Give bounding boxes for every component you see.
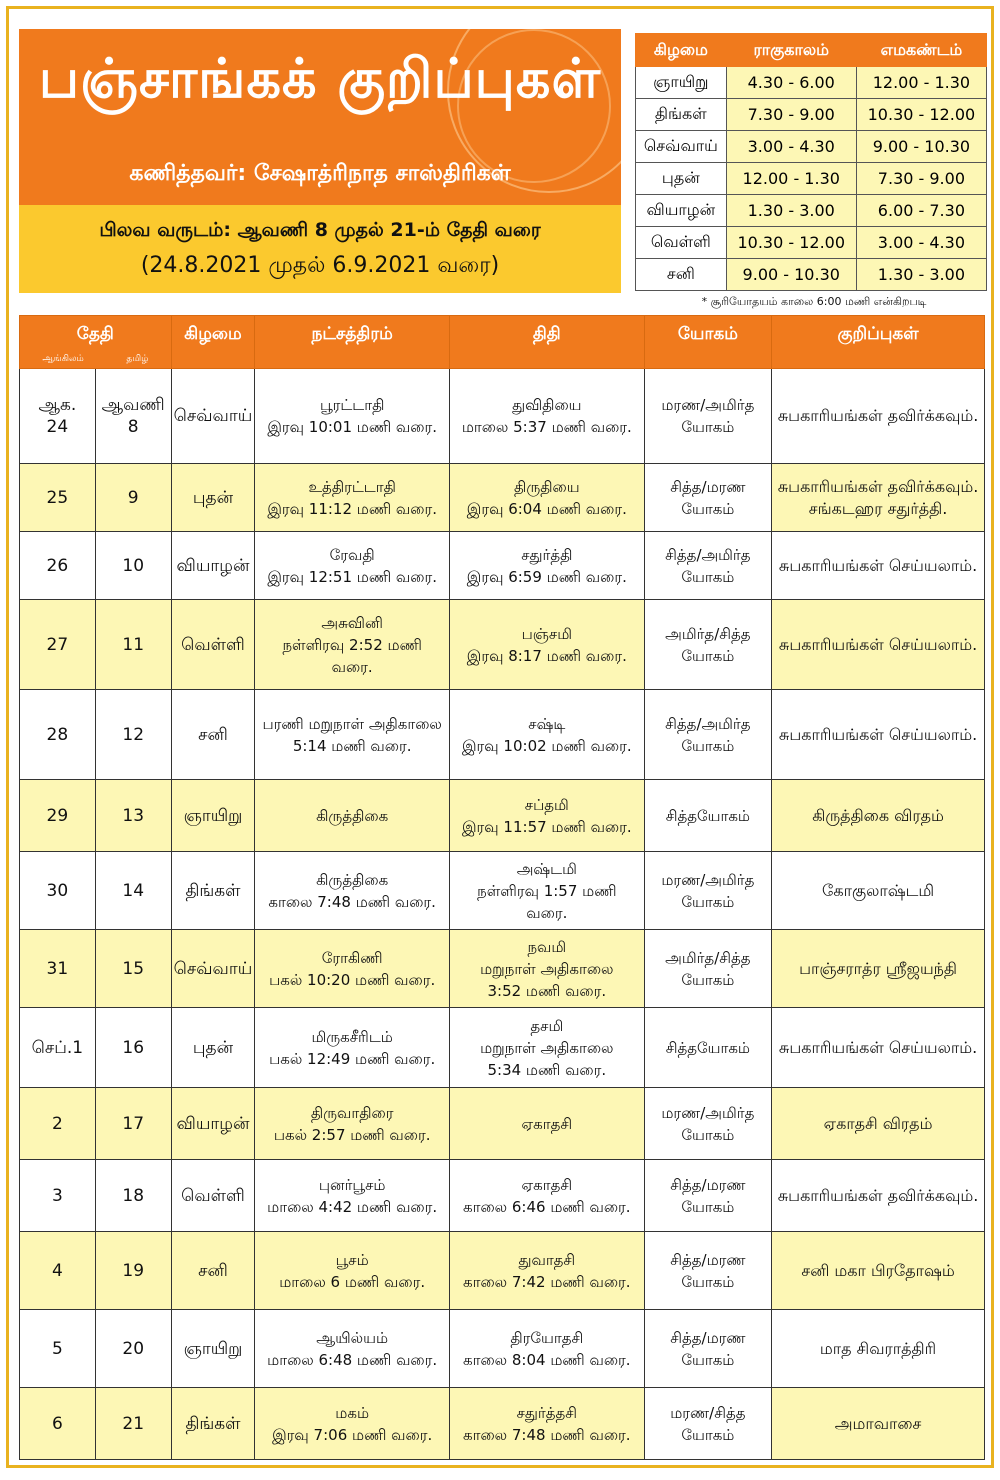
author-line: கணித்தவர்: சேஷாத்ரிநாத சாஸ்திரிகள்	[129, 161, 511, 186]
day-cell: திங்கள்	[171, 1388, 255, 1460]
date-ta-cell: 9	[95, 464, 171, 532]
date-ta-cell: 15	[95, 930, 171, 1008]
rahu-row	[636, 67, 987, 99]
yogam-cell: மரண/அமிர்த யோகம்	[644, 369, 772, 464]
day-cell: வியாழன்	[171, 1088, 255, 1160]
table-row	[20, 1008, 985, 1088]
rahu-time: 7.30 - 9.00	[726, 99, 856, 131]
header-thithi: திதி	[450, 316, 645, 369]
rahu-row	[636, 259, 987, 291]
date-ta-cell: 13	[95, 780, 171, 852]
header-date-label: தேதி	[76, 324, 114, 344]
day-cell: வெள்ளி	[171, 1160, 255, 1232]
date-en-cell: 2	[20, 1088, 96, 1160]
thithi-cell: சஷ்டி இரவு 10:02 மணி வரை.	[450, 690, 645, 780]
date-ta-cell: 12	[95, 690, 171, 780]
rahu-day: புதன்	[636, 163, 727, 195]
thithi-cell: தசமி மறுநாள் அதிகாலை 5:34 மணி வரை.	[450, 1008, 645, 1088]
rahu-day: வியாழன்	[636, 195, 727, 227]
star-cell: திருவாதிரை பகல் 2:57 மணி வரை.	[255, 1088, 450, 1160]
thithi-cell: சதுர்த்தி இரவு 6:59 மணி வரை.	[450, 532, 645, 600]
date-en-cell: 6	[20, 1388, 96, 1460]
rahu-time: 3.00 - 4.30	[726, 131, 856, 163]
date-ta-cell: 10	[95, 532, 171, 600]
panchangam-table	[19, 315, 985, 1460]
thithi-cell: பஞ்சமி இரவு 8:17 மணி வரை.	[450, 600, 645, 690]
yogam-cell: சித்த/மரண யோகம்	[644, 1232, 772, 1310]
note-cell: சுபகாரியங்கள் செய்யலாம்.	[772, 532, 985, 600]
title-banner	[19, 29, 621, 205]
table-row	[20, 690, 985, 780]
day-cell: ஞாயிறு	[171, 1310, 255, 1388]
date-en-cell: 27	[20, 600, 96, 690]
rahu-header-ema: எமகண்டம்	[856, 34, 986, 67]
thithi-cell: திருதியை இரவு 6:04 மணி வரை.	[450, 464, 645, 532]
day-cell: திங்கள்	[171, 852, 255, 930]
page	[6, 6, 994, 1468]
rahu-row	[636, 163, 987, 195]
day-cell: சனி	[171, 690, 255, 780]
rahu-day: ஞாயிறு	[636, 67, 727, 99]
star-cell: பூசம் மாலை 6 மணி வரை.	[255, 1232, 450, 1310]
note-cell: சுபகாரியங்கள் தவிர்க்கவும்.	[772, 369, 985, 464]
rahu-day: செவ்வாய்	[636, 131, 727, 163]
yogam-cell: சித்த/மரண யோகம்	[644, 1160, 772, 1232]
note-cell: சுபகாரியங்கள் செய்யலாம்.	[772, 600, 985, 690]
note-cell: அமாவாசை	[772, 1388, 985, 1460]
note-cell: சனி மகா பிரதோஷம்	[772, 1232, 985, 1310]
thithi-cell: சதுர்த்தசி காலை 7:48 மணி வரை.	[450, 1388, 645, 1460]
date-en-cell: 26	[20, 532, 96, 600]
note-cell: கிருத்திகை விரதம்	[772, 780, 985, 852]
note-cell: சுபகாரியங்கள் செய்யலாம்.	[772, 1008, 985, 1088]
date-en-cell: 4	[20, 1232, 96, 1310]
date-range: (24.8.2021 முதல் 6.9.2021 வரை)	[140, 253, 500, 278]
yogam-cell: சித்த/மரண யோகம்	[644, 464, 772, 532]
star-cell: கிருத்திகை காலை 7:48 மணி வரை.	[255, 852, 450, 930]
period-banner	[19, 205, 621, 293]
date-ta-cell: 18	[95, 1160, 171, 1232]
table-row	[20, 780, 985, 852]
rahu-header-day: கிழமை	[636, 34, 727, 67]
note-cell: சுபகாரியங்கள் தவிர்க்கவும். சங்கடஹர சதுர்த்தி.	[772, 464, 985, 532]
date-en-cell: 31	[20, 930, 96, 1008]
yogam-cell: சித்த/மரண யோகம்	[644, 1310, 772, 1388]
date-ta-cell: 19	[95, 1232, 171, 1310]
table-row	[20, 600, 985, 690]
yogam-cell: சித்த/அமிர்த யோகம்	[644, 532, 772, 600]
rahu-day: வெள்ளி	[636, 227, 727, 259]
star-cell: மகம் இரவு 7:06 மணி வரை.	[255, 1388, 450, 1460]
date-en-cell: 29	[20, 780, 96, 852]
table-row	[20, 1310, 985, 1388]
header	[19, 29, 621, 293]
star-cell: உத்திரட்டாதி இரவு 11:12 மணி வரை.	[255, 464, 450, 532]
ema-time: 3.00 - 4.30	[856, 227, 986, 259]
date-en-cell: செப்.1	[20, 1008, 96, 1088]
yogam-cell: மரண/சித்த யோகம்	[644, 1388, 772, 1460]
thithi-cell: ஏகாதசி	[450, 1088, 645, 1160]
ema-time: 12.00 - 1.30	[856, 67, 986, 99]
yogam-cell: சித்தயோகம்	[644, 780, 772, 852]
date-en-cell: 3	[20, 1160, 96, 1232]
table-row	[20, 852, 985, 930]
ema-time: 6.00 - 7.30	[856, 195, 986, 227]
table-row	[20, 1388, 985, 1460]
yogam-cell: சித்தயோகம்	[644, 1008, 772, 1088]
rahu-row	[636, 99, 987, 131]
date-en-cell: ஆக. 24	[20, 369, 96, 464]
table-row	[20, 532, 985, 600]
date-en-cell: 28	[20, 690, 96, 780]
table-row	[20, 1160, 985, 1232]
rahu-day: சனி	[636, 259, 727, 291]
star-cell: ரோகிணி பகல் 10:20 மணி வரை.	[255, 930, 450, 1008]
date-en-cell: 25	[20, 464, 96, 532]
note-cell: ஏகாதசி விரதம்	[772, 1088, 985, 1160]
star-cell: பூரட்டாதி இரவு 10:01 மணி வரை.	[255, 369, 450, 464]
day-cell: வியாழன்	[171, 532, 255, 600]
yogam-cell: சித்த/அமிர்த யோகம்	[644, 690, 772, 780]
yogam-cell: அமிர்த/சித்த யோகம்	[644, 930, 772, 1008]
rahu-time: 9.00 - 10.30	[726, 259, 856, 291]
day-cell: வெள்ளி	[171, 600, 255, 690]
rahu-row	[636, 227, 987, 259]
rahu-header-rahu: ராகுகாலம்	[726, 34, 856, 67]
rahu-kalam-table	[635, 33, 987, 291]
header-notes: குறிப்புகள்	[772, 316, 985, 369]
star-cell: ஆயில்யம் மாலை 6:48 மணி வரை.	[255, 1310, 450, 1388]
day-cell: சனி	[171, 1232, 255, 1310]
date-ta-cell: 17	[95, 1088, 171, 1160]
table-row	[20, 1232, 985, 1310]
date-ta-cell: 14	[95, 852, 171, 930]
header-date-ta: தமிழ்	[126, 354, 149, 364]
header-yogam: யோகம்	[644, 316, 772, 369]
thithi-cell: நவமி மறுநாள் அதிகாலை 3:52 மணி வரை.	[450, 930, 645, 1008]
note-cell: மாத சிவராத்திரி	[772, 1310, 985, 1388]
thithi-cell: சப்தமி இரவு 11:57 மணி வரை.	[450, 780, 645, 852]
table-row	[20, 464, 985, 532]
star-cell: புனர்பூசம் மாலை 4:42 மணி வரை.	[255, 1160, 450, 1232]
thithi-cell: துவாதசி காலை 7:42 மணி வரை.	[450, 1232, 645, 1310]
star-cell: அசுவினி நள்ளிரவு 2:52 மணி வரை.	[255, 600, 450, 690]
table-row	[20, 1088, 985, 1160]
ema-time: 1.30 - 3.00	[856, 259, 986, 291]
star-cell: கிருத்திகை	[255, 780, 450, 852]
date-ta-cell: ஆவணி 8	[95, 369, 171, 464]
yogam-cell: மரண/அமிர்த யோகம்	[644, 852, 772, 930]
rahu-time: 10.30 - 12.00	[726, 227, 856, 259]
note-cell: சுபகாரியங்கள் தவிர்க்கவும்.	[772, 1160, 985, 1232]
sunrise-note: * சூரியோதயம் காலை 6:00 மணி என்கிறபடி	[701, 295, 927, 308]
rahu-row	[636, 195, 987, 227]
table-row	[20, 369, 985, 464]
star-cell: மிருகசீரிடம் பகல் 12:49 மணி வரை.	[255, 1008, 450, 1088]
thithi-cell: திரயோதசி காலை 8:04 மணி வரை.	[450, 1310, 645, 1388]
rahu-time: 4.30 - 6.00	[726, 67, 856, 99]
star-cell: ரேவதி இரவு 12:51 மணி வரை.	[255, 532, 450, 600]
rahu-time: 1.30 - 3.00	[726, 195, 856, 227]
table-row	[20, 930, 985, 1008]
date-ta-cell: 21	[95, 1388, 171, 1460]
thithi-cell: துவிதியை மாலை 5:37 மணி வரை.	[450, 369, 645, 464]
yogam-cell: அமிர்த/சித்த யோகம்	[644, 600, 772, 690]
day-cell: ஞாயிறு	[171, 780, 255, 852]
note-cell: கோகுலாஷ்டமி	[772, 852, 985, 930]
header-date-en: ஆங்கிலம்	[42, 354, 84, 364]
note-cell: சுபகாரியங்கள் செய்யலாம்.	[772, 690, 985, 780]
ema-time: 9.00 - 10.30	[856, 131, 986, 163]
rahu-day: திங்கள்	[636, 99, 727, 131]
day-cell: செவ்வாய்	[171, 369, 255, 464]
date-ta-cell: 11	[95, 600, 171, 690]
thithi-cell: ஏகாதசி காலை 6:46 மணி வரை.	[450, 1160, 645, 1232]
rahu-row	[636, 131, 987, 163]
day-cell: செவ்வாய்	[171, 930, 255, 1008]
header-date	[20, 316, 172, 369]
rahu-time: 12.00 - 1.30	[726, 163, 856, 195]
date-en-cell: 30	[20, 852, 96, 930]
day-cell: புதன்	[171, 1008, 255, 1088]
star-cell: பரணி மறுநாள் அதிகாலை 5:14 மணி வரை.	[255, 690, 450, 780]
thithi-cell: அஷ்டமி நள்ளிரவு 1:57 மணி வரை.	[450, 852, 645, 930]
date-en-cell: 5	[20, 1310, 96, 1388]
ema-time: 10.30 - 12.00	[856, 99, 986, 131]
page-title: பஞ்சாங்கக் குறிப்புகள்	[38, 47, 602, 110]
header-star: நட்சத்திரம்	[255, 316, 450, 369]
ema-time: 7.30 - 9.00	[856, 163, 986, 195]
yogam-cell: மரண/அமிர்த யோகம்	[644, 1088, 772, 1160]
date-ta-cell: 16	[95, 1008, 171, 1088]
period-line: பிலவ வருடம்: ஆவணி 8 முதல் 21-ம் தேதி வரை	[99, 219, 541, 241]
note-cell: பாஞ்சராத்ர ஸ்ரீஜயந்தி	[772, 930, 985, 1008]
header-day: கிழமை	[171, 316, 255, 369]
day-cell: புதன்	[171, 464, 255, 532]
date-ta-cell: 20	[95, 1310, 171, 1388]
